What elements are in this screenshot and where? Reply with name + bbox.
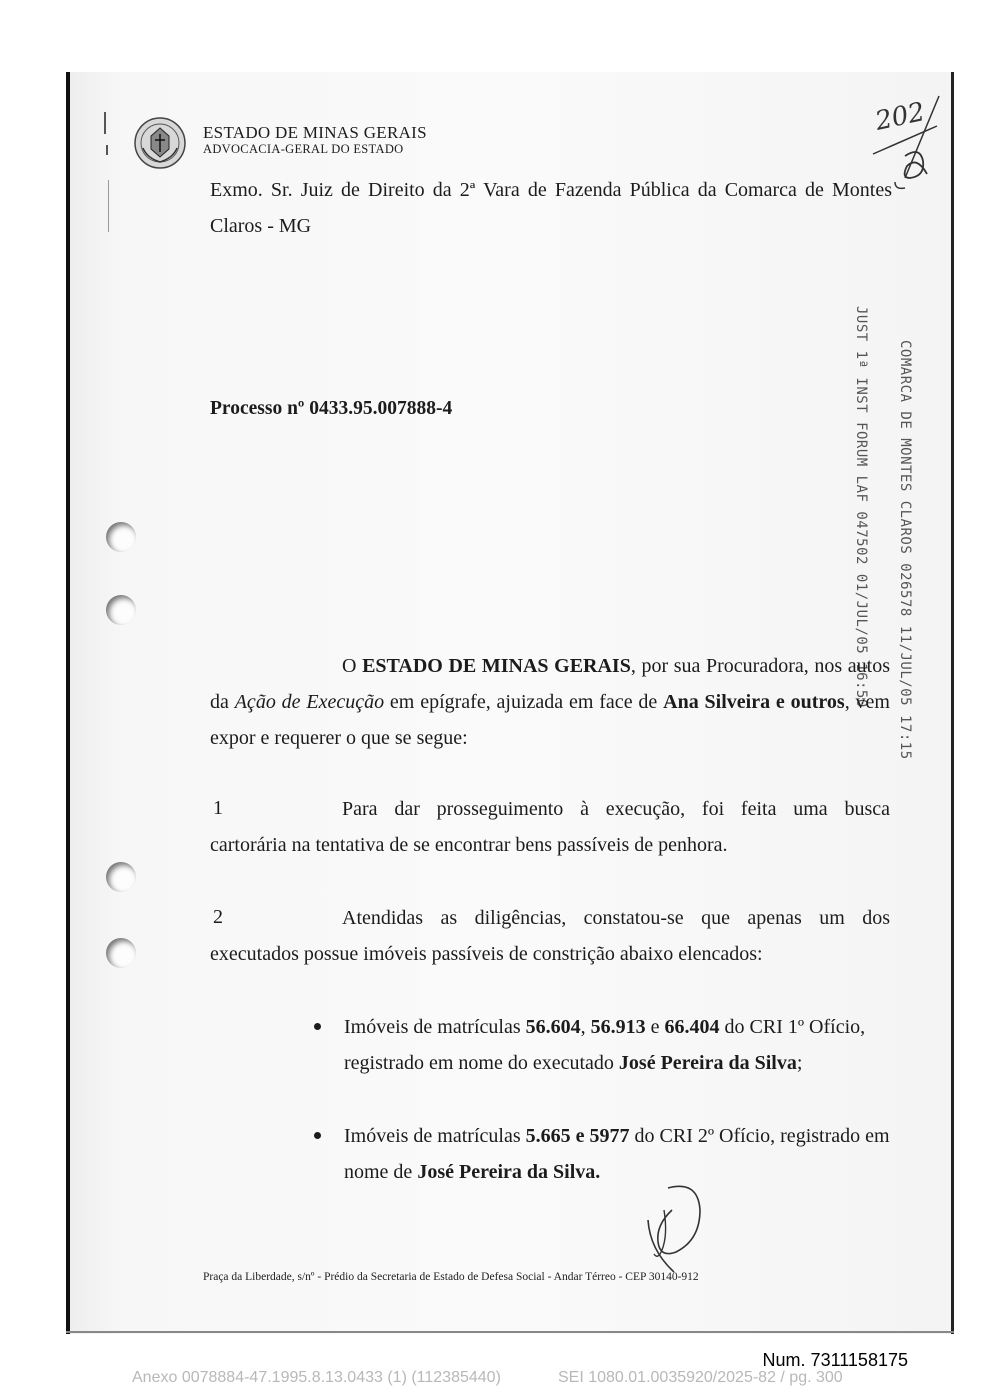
coat-of-arms-seal-icon <box>133 116 187 170</box>
letterhead-agency: ADVOCACIA-GERAL DO ESTADO <box>203 141 404 156</box>
margin-mark <box>104 112 106 134</box>
bullet-2-t2: do CRI 2º Ofício, registrado em nome de <box>344 1125 890 1183</box>
addressee-line1: Exmo. Sr. Juiz de Direito da 2ª Vara de Fazenda Pública da Comarca de Montes <box>210 179 892 201</box>
intro-defendants: Ana Silveira e outros <box>663 691 845 713</box>
punch-hole <box>106 595 136 625</box>
item-1-line1: Para dar prosseguimento à execução, foi feita uma busca <box>342 798 890 820</box>
intro-t1: O <box>342 655 363 677</box>
intro-paragraph <box>210 648 890 756</box>
margin-mark <box>106 145 108 155</box>
bullet-1-t5: ; <box>796 1052 803 1074</box>
item-number: 2 <box>213 906 223 928</box>
margin-mark <box>108 180 109 232</box>
bullet-2-t1: Imóveis de matrículas <box>344 1125 526 1147</box>
sei-reference: SEI 1080.01.0035920/2025-82 / pg. 300 <box>558 1369 843 1386</box>
bullet-1-b2: 56.913 <box>590 1016 646 1038</box>
bullet-1-b1: 56.604 <box>525 1016 581 1038</box>
bullet-item-1 <box>344 1009 890 1081</box>
document-number: Num. 7311158175 <box>762 1350 908 1370</box>
case-number: Processo nº 0433.95.007888-4 <box>210 398 453 419</box>
bullet-2-b1: 5.665 e 5977 <box>525 1125 630 1147</box>
bullet-1-t1: Imóveis de matrículas <box>344 1016 526 1038</box>
intro-t4: , vem expor e requerer o que se segue: <box>210 691 890 749</box>
intro-state-name: ESTADO DE MINAS GERAIS <box>362 655 631 677</box>
bullet-item-2 <box>344 1118 890 1190</box>
letterhead-state: ESTADO DE MINAS GERAIS <box>203 123 427 142</box>
item-2-line1: Atendidas as diligências, constatou-se que apenas um dos <box>342 907 890 929</box>
protocol-stamp-comarca: COMARCA DE MONTES CLAROS 026578 11/JUL/05 17:15 <box>897 340 913 760</box>
protocol-stamp-forum: JUST 1ª INST FORUM LAF 047502 01/JUL/05 16:50 <box>853 306 869 708</box>
intro-t2: , por sua Procuradora, nos autos da <box>210 655 890 713</box>
scan-bottom-edge <box>66 1331 954 1333</box>
bullet-2-b2: José Pereira da Silva. <box>417 1161 601 1183</box>
intro-action-type: Ação de Execução <box>234 691 385 713</box>
bullet-1-b3: 66.404 <box>664 1016 720 1038</box>
bullet-1-t2: , <box>580 1016 591 1038</box>
item-2-line2: executados possue imóveis passíveis de constrição abaixo elencados: <box>210 943 763 965</box>
punch-hole <box>106 522 136 552</box>
bullet-dot <box>314 1023 321 1030</box>
addressee-line2: Claros - MG <box>210 215 312 237</box>
letterhead <box>203 124 427 156</box>
item-number: 1 <box>213 797 223 819</box>
handwritten-signature <box>628 1180 708 1280</box>
item-1-line2: cartorária na tentativa de se encontrar bens passíveis de penhora. <box>210 834 728 856</box>
intro-t3: em epígrafe, ajuizada em face de <box>384 691 664 713</box>
bullet-dot <box>314 1132 321 1139</box>
punch-hole <box>106 862 136 892</box>
addressee <box>210 172 892 244</box>
bullet-1-t3: e <box>645 1016 665 1038</box>
punch-hole <box>106 938 136 968</box>
annex-reference: Anexo 0078884-47.1995.8.13.0433 (1) (112385440) <box>132 1369 501 1386</box>
bullet-1-b4: José Pereira da Silva <box>618 1052 797 1074</box>
bullet-1-t4: do CRI 1º Ofício, registrado em nome do executado <box>344 1016 866 1074</box>
handwritten-page-number-text: 202 <box>872 97 928 137</box>
footer-address: Praça da Liberdade, s/nº - Prédio da Secretaria de Estado de Defesa Social - Andar Térreo - CEP 30140-912 <box>203 1271 699 1283</box>
